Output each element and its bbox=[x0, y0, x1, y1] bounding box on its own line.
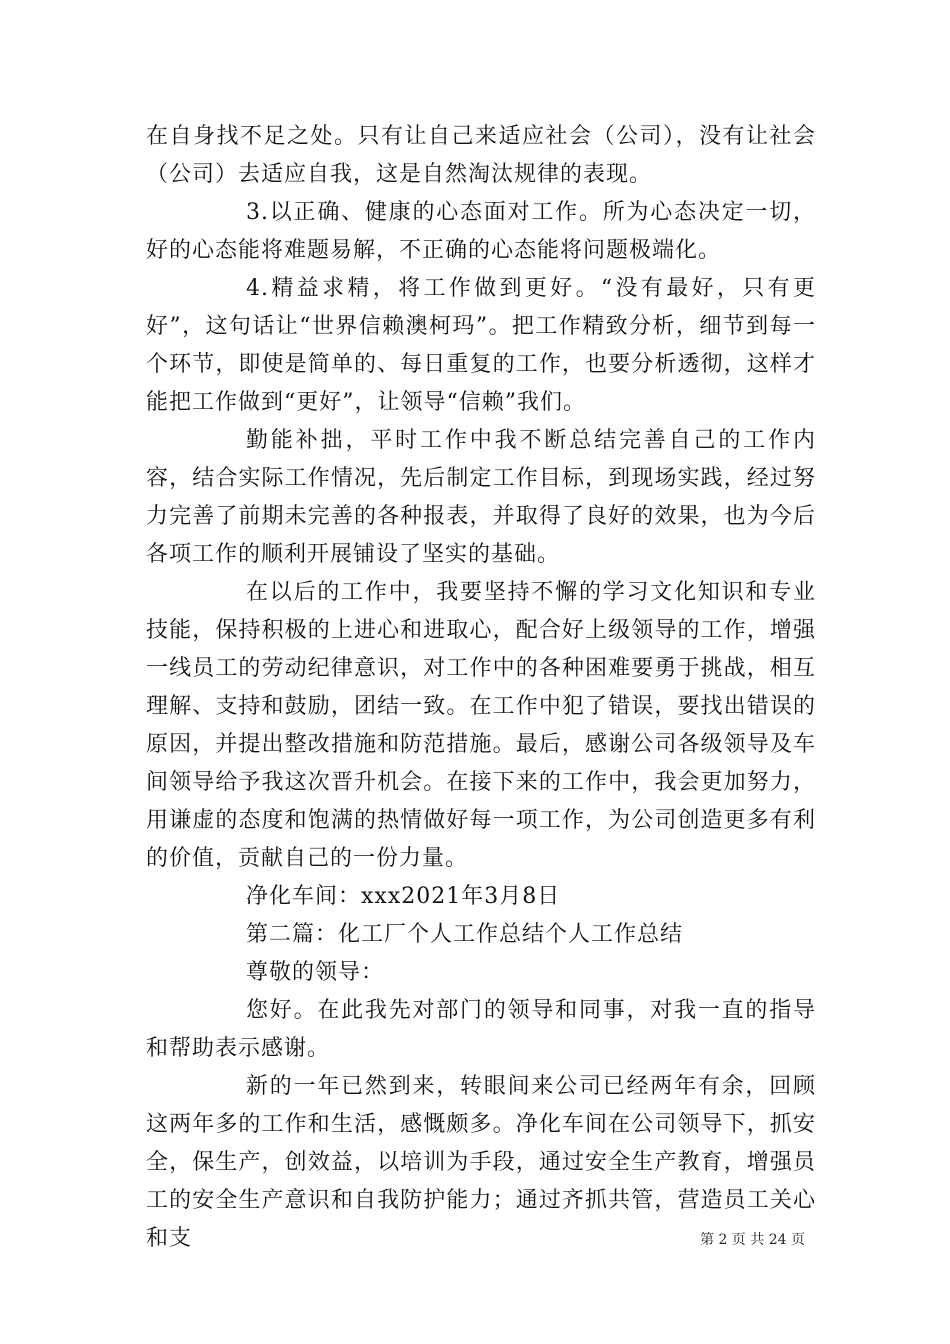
paragraph-point-3: 3.以正确、健康的心态面对工作。所为心态决定一切，好的心态能将难题易解，不正确的心态能将问题极端化。 bbox=[146, 200, 816, 263]
salutation: 尊敬的领导： bbox=[246, 960, 385, 985]
paragraph-future-work: 在以后的工作中，我要坚持不懈的学习文化知识和专业技能，保持积极的上进心和进取心，配合好上级领导的工作，增强一线员工的劳动纪律意识，对工作中的各种困难要勇于挑战，相互理解、支持和鼓励，团结一致。在工作中犯了错误，要找出错误的原因，并提出整改措施和防范措施。最后，感谢公司各级领导及车间领导给予我这次晋升机会。在接下来的工作中，我会更加努力，用谦虚的态度和饱满的热情做好每一项工作，为公司创造更多有利的价值，贡献自己的一份力量。 bbox=[146, 580, 816, 871]
paragraph-diligence: 勤能补拙，平时工作中我不断总结完善自己的工作内容，结合实际工作情况，先后制定工作目标，到现场实践，经过努力完善了前期未完善的各种报表，并取得了良好的效果，也为今后各项工作的顺利开展铺设了坚实的基础。 bbox=[146, 428, 816, 567]
section-heading: 第二篇：化工厂个人工作总结个人工作总结 bbox=[246, 922, 684, 947]
page-number-footer: 第 2 页 共 24 页 bbox=[700, 1232, 805, 1248]
signature-line: 净化车间：xxx2021年3月8日 bbox=[246, 884, 561, 909]
paragraph-point-4: 4.精益求精，将工作做到更好。“没有最好，只有更好”，这句话让“世界信赖澳柯玛”。把工作精致分析，细节到每一个环节，即使是简单的、每日重复的工作，也要分析透彻，这样才能把工作做到“更好”，让领导“信赖”我们。 bbox=[146, 276, 816, 415]
paragraph-new-year: 新的一年已然到来，转眼间来公司已经两年有余，回顾这两年多的工作和生活，感慨颇多。净化车间在公司领导下，抓安全，保生产，创效益，以培训为手段，通过安全生产教育，增强员工的安全生产意识和自我防护能力；通过齐抓共管，营造员工关心和支 bbox=[146, 1074, 816, 1251]
paragraph-greeting: 您好。在此我先对部门的领导和同事，对我一直的指导和帮助表示感谢。 bbox=[146, 998, 816, 1061]
document-body bbox=[146, 118, 816, 1258]
paragraph-continued-intro: 在自身找不足之处。只有让自己来适应社会（公司），没有让社会（公司）去适应自我，这是自然淘汰规律的表现。 bbox=[146, 124, 816, 187]
